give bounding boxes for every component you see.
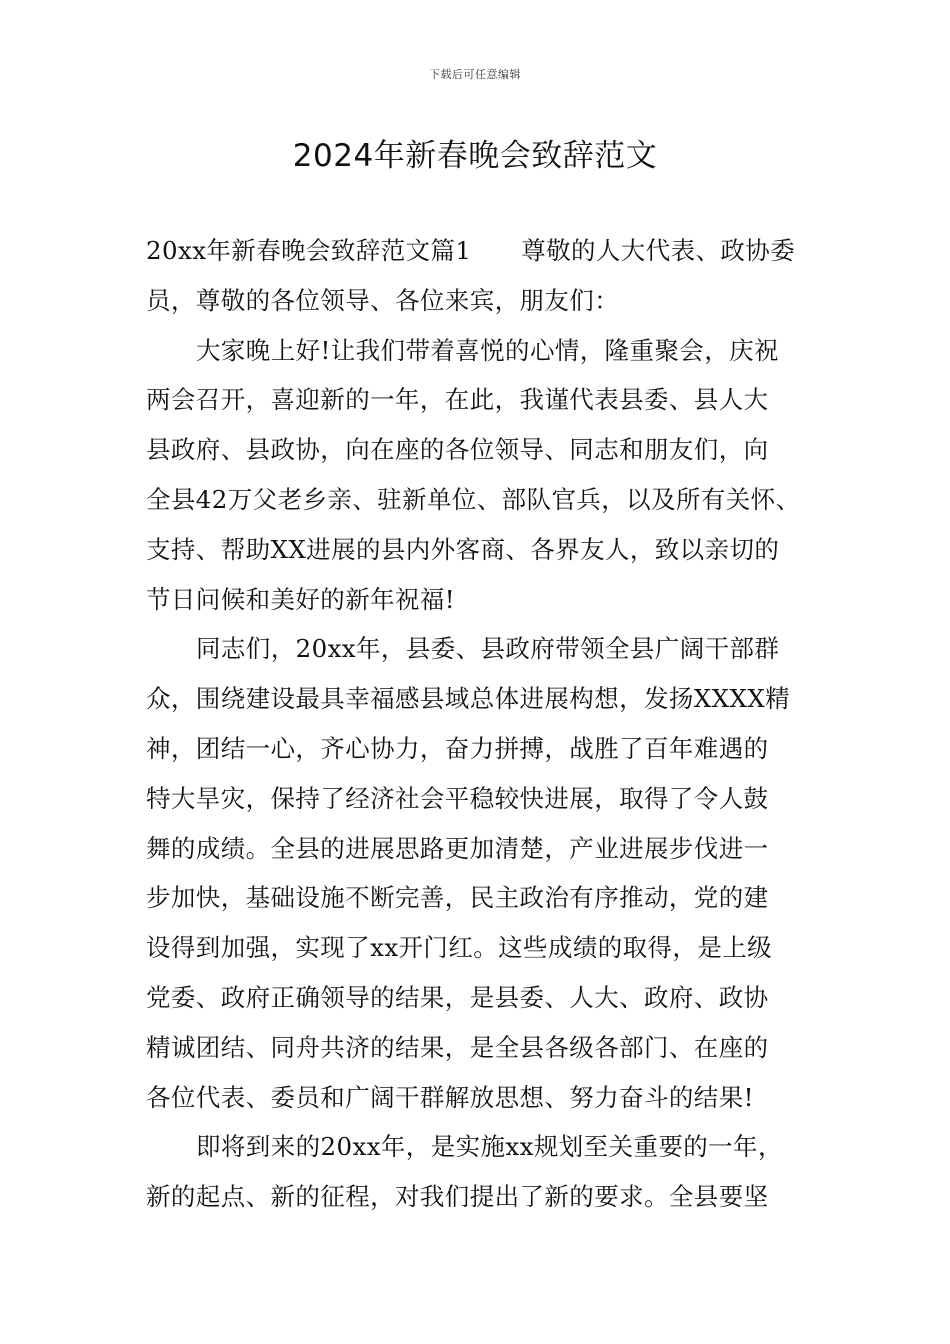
text-line: 设得到加强，实现了xx开门红。这些成绩的取得，是上级 [146,933,773,963]
text-line: 20xx年新春晚会致辞范文篇1 尊敬的人大代表、政协委 [146,236,796,265]
text-line: 员，尊敬的各位领导、各位来宾，朋友们： [146,285,620,315]
text-line: 众，围绕建设最具幸福感县域总体进展构想，发扬XXXX精 [146,684,791,714]
text-line: 全县42万父老乡亲、驻新单位、部队官兵，以及所有关怀、 [146,484,801,514]
text-line: 大家晚上好!让我们带着喜悦的心情，隆重聚会，庆祝 [196,335,779,365]
text-line: 舞的成绩。全县的进展思路更加清楚，产业进展步伐进一 [146,833,769,863]
document-title: 2024年新春晚会致辞范文 [292,138,658,174]
text-line: 精诚团结、同舟共济的结果，是全县各级各部门、在座的 [146,1032,769,1062]
text-line: 节日问候和美好的新年祝福! [146,584,456,614]
text-line: 各位代表、委员和广阔干群解放思想、努力奋斗的结果! [146,1082,754,1112]
text-line: 党委、政府正确领导的结果，是县委、人大、政府、政协 [146,982,769,1012]
text-line: 县政府、县政协，向在座的各位领导、同志和朋友们，向 [146,435,769,465]
header-note: 下载后可任意编辑 [429,68,521,81]
document-body [146,226,826,1222]
text-line: 即将到来的20xx年，是实施xx规划至关重要的一年， [196,1132,783,1162]
text-line: 支持、帮助XX进展的县内外客商、各界友人，致以亲切的 [146,534,780,564]
text-line: 特大旱灾，保持了经济社会平稳较快进展，取得了令人鼓 [146,783,769,813]
text-line: 新的起点、新的征程，对我们提出了新的要求。全县要坚 [146,1182,769,1212]
text-line: 两会召开，喜迎新的一年，在此，我谨代表县委、县人大 [146,385,769,415]
text-line: 神，团结一心，齐心协力，奋力拼搏，战胜了百年难遇的 [146,733,769,763]
text-line: 同志们，20xx年，县委、县政府带领全县广阔干部群 [196,634,780,664]
text-line: 步加快，基础设施不断完善，民主政治有序推动，党的建 [146,883,769,913]
